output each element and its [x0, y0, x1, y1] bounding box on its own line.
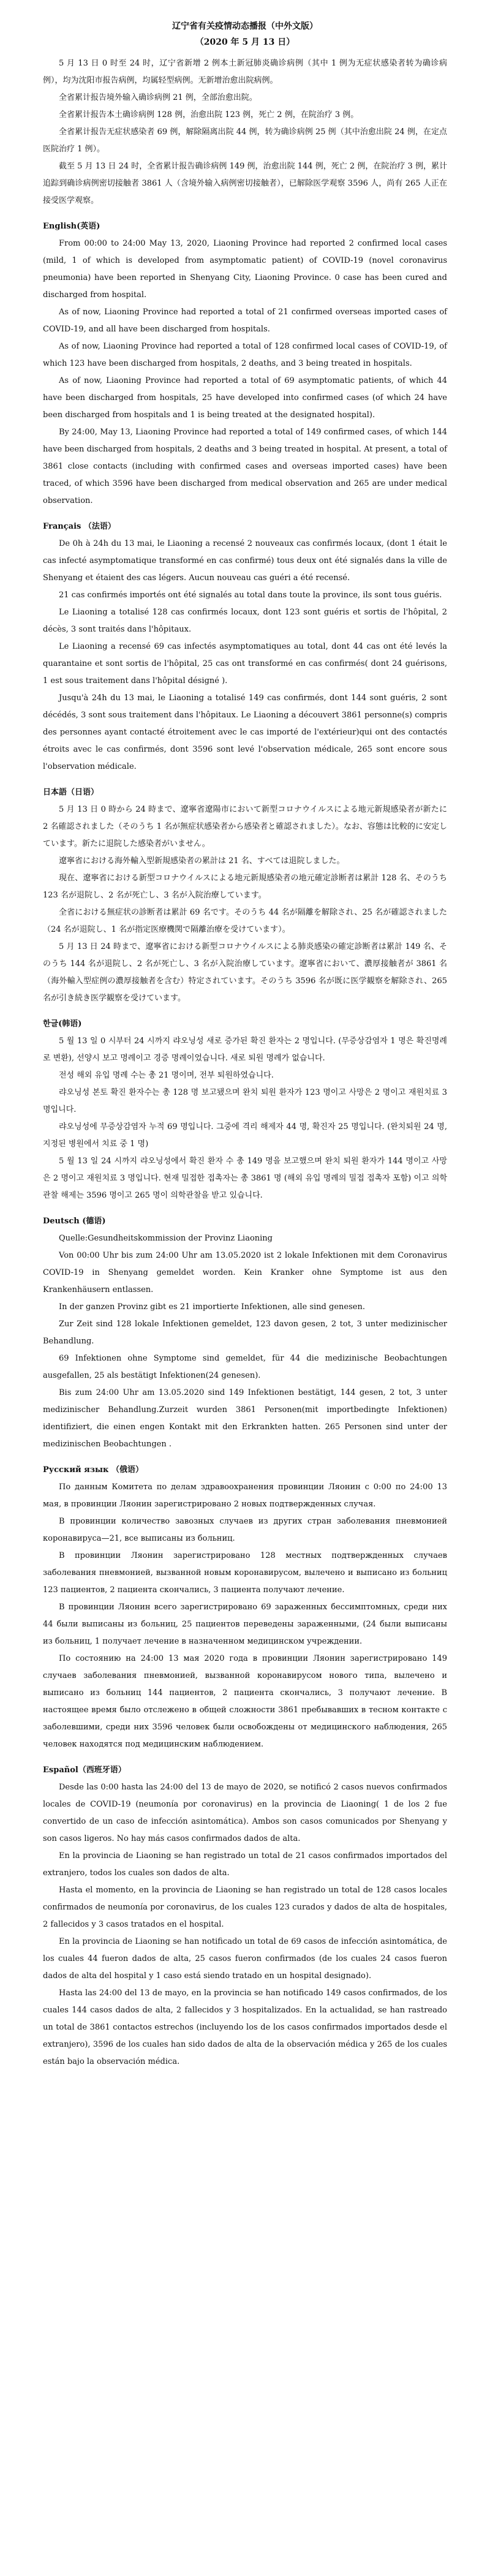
section-heading: 한글(韩语) — [43, 1019, 82, 1029]
paragraph: 全省累计报告无症状感染者 69 例，解除隔离出院 44 例，转为确诊病例 25 例（其中治愈出院 24 例，在定点医院治疗 1 例）。 — [43, 127, 447, 154]
section-russian — [43, 1462, 447, 1753]
section-heading: Русский язык （俄语） — [43, 1465, 143, 1475]
paragraph: 現在、遼寧省における新型コロナウイルスによる地元新規感染者の地元確定診断者は累計 128 名、そのうち 123 名が退院し、2 名が死亡し、3 名が入院治療しています。 — [43, 874, 447, 900]
paragraph: 全省累计报告境外输入确诊病例 21 例，全部治愈出院。 — [59, 93, 257, 102]
paragraph: In der ganzen Provinz gibt es 21 importierte Infektionen, alle sind genesen. — [59, 1302, 365, 1312]
paragraph: Jusqu'à 24h du 13 mai, le Liaoning a totalisé 149 cas confirmés, dont 144 sont guéris, 2 sont décédés, 3 sont sous traitement dans l'hôpitaux. Le Liaoning a découvert 3861 personne(s) compris des personnes ayant contacté étroitement avec le cas importé de l'extérieur)qui ont des contactés étroits avec le cas confirmés, dont 3596 sont levé l'observation médicale, 265 sont encore sous l'observation médicale. — [43, 693, 447, 771]
paragraph: Hasta las 24:00 del 13 de mayo, en la provincia se han notificado 149 casos confirmados, de los cuales 144 casos dados de alta, 2 fallecidos y 3 hospitalizados. En la actualidad, se han rastreado un total de 3861 contactos estrechos (incluyendo los de los casos confirmados importados desde el extranjero), 3596 de los cuales han sido dados de alta de la observación médica y 265 de los cuales están bajo la observación médica. — [43, 1989, 447, 2066]
section-korean — [43, 1016, 447, 1204]
paragraph: 5 月 13 日 0 時から 24 時まで、遼寧省遼陽市において新型コロナウイルスによる地元新規感染者が新たに 2 名確認されました（そのうち 1 名が無症状感染者から感染者と確認されました）。なお、容態は比較的に安定しています。新たに退院した感染者がいません。 — [43, 805, 447, 848]
section-german — [43, 1213, 447, 1453]
section-english — [43, 218, 447, 510]
paragraph: По состоянию на 24:00 13 мая 2020 года в провинции Ляонин зарегистрировано 149 случаев заболевания пневмонией, вызванной коронавирусом нового типа, вылечено и выписано из больниц 144 пациентов, 2 пациента скончались, 3 получают лечение. В настоящее время было отслежено в общей сложности 3861 пребывавших в тесном контакте с заболевшими, среди них 3596 человек были освобождены от медицинского наблюдения, 265 человек находятся под медицинским наблюдением. — [43, 1654, 447, 1749]
paragraph: 5 月 13 日 24 時まで、遼寧省における新型コロナウイルスによる肺炎感染の確定診断者は累計 149 名、そのうち 144 名が退院し、2 名が死亡し、3 名が入院治療しています。遼寧省において、濃厚接触者が 3861 名（海外輸入型症例の濃厚接触者を含む）特定されています。そのうち 3596 名が既に医学観察を解除され、265 名が引き続き医学観察を受けています。 — [43, 942, 447, 1003]
paragraph: 5 월 13 일 0 시부터 24 시까지 랴오닝성 새로 증가된 확진 환자는 2 명입니다. (무증상감염자 1 명은 확진명례로 변환), 선양시 보고 명례이고 경증 명례이었습니다. 새로 퇴원 명례가 없습니다. — [43, 1037, 447, 1063]
paragraph: As of now, Liaoning Province had reported a total of 69 asymptomatic patients, of which 44 have been discharged from hospitals, 25 have developed into confirmed cases (of which 24 have been discharged from hospitals and 1 is being treated at the designated hospital). — [43, 376, 447, 420]
paragraph: Bis zum 24:00 Uhr am 13.05.2020 sind 149 Infektionen bestätigt, 144 gesen, 2 tot, 3 unter medizinischer Behandlung.Zurzeit wurden 3861 Personen(mit importbedingte Infektionen) identifiziert, die einen engen Kontakt mit den Erkrankten hatten. 265 Personen sind unter der medizinischen Beobachtungen . — [43, 1388, 447, 1449]
paragraph: Le Liaoning a totalisé 128 cas confirmés locaux, dont 123 sont guéris et sortis de l'hôpital, 2 décès, 3 sont traités dans l'hôpitaux. — [43, 608, 447, 634]
document-date: （2020 年 5 月 13 日） — [195, 37, 295, 47]
paragraph: 랴오닝성에 무증상감염자 누적 69 명입니다. 그중에 격리 해제자 44 명, 확진자 25 명입니다. (완치퇴원 24 명, 지정된 병원에서 치료 중 1 명) — [43, 1122, 447, 1149]
paragraph: 全省における無症状の診断者は累計 69 名です。そのうち 44 名が隔離を解除され、25 名が確認されました（24 名が退院し、1 名が指定医療機関で隔離治療を受けています）。 — [43, 908, 447, 934]
paragraph: Von 00:00 Uhr bis zum 24:00 Uhr am 13.05.2020 ist 2 lokale Infektionen mit dem Coronavirus COVID-19 in Shenyang gemeldet worden. Kein Kranker ohne Symptome ist aus den Krankenhäusern entlassen. — [43, 1251, 447, 1294]
section-heading: Français （法语） — [43, 522, 116, 531]
section-heading: Deutsch (德语) — [43, 1217, 106, 1226]
paragraph: 전성 해외 유입 명례 수는 총 21 명이며, 전부 퇴원하였습니다. — [59, 1071, 274, 1080]
paragraph: По данным Комитета по делам здравоохранения провинции Ляонин с 0:00 по 24:00 13 мая, в провинции Ляонин зарегистрировано 2 новых подтвержденных случая. — [43, 1483, 447, 1509]
paragraph: Zur Zeit sind 128 lokale Infektionen gemeldet, 123 davon gesen, 2 tot, 3 unter medizinischer Behandlung. — [43, 1320, 447, 1346]
paragraph: 랴오닝성 본토 확진 환자수는 총 128 명 보고됐으며 완치 퇴원 환자가 123 명이고 사망은 2 명이고 재원치료 3 명입니다. — [43, 1088, 447, 1114]
paragraph: 全省累计报告本土确诊病例 128 例，治愈出院 123 例，死亡 2 例，在院治疗 3 例。 — [59, 110, 359, 119]
paragraph: 5 월 13 일 24 시까지 랴오닝성에서 확진 환자 수 총 149 명을 보고했으며 완치 퇴원 환자가 144 명이고 사망은 2 명이고 재원치료 3 명입니다. 현재 밀접한 접촉자는 총 3861 명 (해외 유입 명례의 밀접 접촉자 포함) 이고 의학 관찰 해제는 3596 명이고 265 명이 의학관찰을 받고 있습니다. — [43, 1157, 447, 1200]
paragraph: De 0h à 24h du 13 mai, le Liaoning a recensé 2 nouveaux cas confirmés locaux, (dont 1 était le cas infecté asymptomatique transformé en cas confirmé) tous deux ont été signalés dans la ville de Shenyang et étaient des cas légers. Aucun nouveau cas guéri a été recensé. — [43, 539, 447, 583]
paragraph: Le Liaoning a recensé 69 cas infectés asymptomatiques au total, dont 44 cas ont été levés la quarantaine et sont sortis de l'hôpital, 25 cas ont transformé en cas confirmés( dont 24 guérisons, 1 est sous traitement dans l'hôpital désigné ). — [43, 642, 447, 686]
paragraph: Hasta el momento, en la provincia de Liaoning se han registrado un total de 128 casos locales confirmados de neumonía por coronavirus, de los cuales 123 curados y dados de alta de hospitales, 2 fallecidos y 3 casos tratados en el hospital. — [43, 1886, 447, 1929]
section-japanese — [43, 784, 447, 1007]
paragraph: En la provincia de Liaoning se han registrado un total de 21 casos confirmados importados del extranjero, todos los cuales son dados de alta. — [43, 1851, 447, 1878]
paragraph: 截至 5 月 13 日 24 时，全省累计报告确诊病例 149 例，治愈出院 144 例，死亡 2 例，在院治疗 3 例，累计追踪到确诊病例密切接触者 3861 人（含境外输入病例密切接触者），已解除医学观察 3596 人，尚有 265 人正在接受医学观察。 — [43, 162, 447, 205]
paragraph: As of now, Liaoning Province had reported a total of 21 confirmed overseas imported cases of COVID-19, and all have been discharged from hospitals. — [43, 308, 447, 334]
paragraph: From 00:00 to 24:00 May 13, 2020, Liaoning Province had reported 2 confirmed local cases (mild, 1 of which is developed from asymptomatic patient) of COVID-19 (novel coronavirus pneumonia) have been reported in Shenyang City, Liaoning Province. 0 case has been cured and discharged from hospital. — [43, 239, 447, 300]
paragraph: В провинции количество завозных случаев из других стран заболевания пневмонией коронавируса—21, все выписаны из больниц. — [43, 1517, 447, 1543]
paragraph: 5 月 13 日 0 时至 24 时，辽宁省新增 2 例本土新冠肺炎确诊病例（其中 1 例为无症状感染者转为确诊病例），均为沈阳市报告病例，均属轻型病例。无新增治愈出院病例。 — [43, 59, 447, 85]
paragraph: В провинции Ляонин зарегистрировано 128 местных подтвержденных случаев заболевания пневмонией, вызванной новым коронавирусом, вылечено и выписано из больниц 123 пациентов, 2 пациента скончались, 3 пациента получают лечение. — [43, 1551, 447, 1595]
document-title: 辽宁省有关疫情动态播报（中外文版） — [172, 21, 318, 31]
paragraph: Desde las 0:00 hasta las 24:00 del 13 de mayo de 2020, se notificó 2 casos nuevos confirmados locales de COVID-19 (neumonía por coronavirus) en la provincia de Liaoning( 1 de los 2 fue convertido de un caso de infección asintomática). Ambos son casos comunicados por Shenyang y son casos ligeros. No hay más casos confirmados dados de alta. — [43, 1783, 447, 1843]
section-heading: 日本語（日语） — [43, 788, 99, 797]
section-heading: Español（西班牙语） — [43, 1766, 126, 1775]
paragraph: 21 cas confirmés importés ont été signalés au total dans toute la province, ils sont tous guéris. — [59, 591, 442, 600]
paragraph: 69 Infektionen ohne Symptome sind gemeldet, für 44 die medizinische Beobachtungen ausgefallen, 25 als bestätigt Infektionen(24 genesen). — [43, 1354, 447, 1380]
paragraph: В провинции Ляонин всего зарегистрировано 69 зараженных бессимптомных, среди них 44 были выписаны из больниц, 25 пациентов переведены зараженными, (24 были выписаны из больниц, 1 получает лечение в назначенном медицинском учреждении. — [43, 1603, 447, 1646]
section-french — [43, 518, 447, 776]
paragraph: En la provincia de Liaoning se han notificado un total de 69 casos de infección asintomática, de los cuales 44 fueron dados de alta, 25 casos fueron confirmados (de los cuales 24 casos fueron dados de alta del hospital y 1 caso está siendo tratado en un hospital designado). — [43, 1937, 447, 1981]
paragraph: As of now, Liaoning Province had reported a total of 128 confirmed local cases of COVID-19, of which 123 have been discharged from hospitals, 2 deaths, and 3 being treated in hospitals. — [43, 342, 447, 368]
paragraph: 遼寧省における海外輸入型新規感染者の累計は 21 名、すべては退院しました。 — [59, 856, 345, 866]
section-chinese — [43, 55, 447, 210]
section-heading: English(英语) — [43, 222, 100, 231]
section-spanish — [43, 1762, 447, 2071]
paragraph: By 24:00, May 13, Liaoning Province had reported a total of 149 confirmed cases, of which 144 have been discharged from hospitals, 2 deaths and 3 being treated in hospital. At present, a total of 3861 close contacts (including with confirmed cases and overseas imported cases) have been traced, of which 3596 have been discharged from medical observation and 265 are under medical observation. — [43, 428, 447, 505]
paragraph: Quelle:Gesundheitskommission der Provinz Liaoning — [59, 1234, 273, 1243]
